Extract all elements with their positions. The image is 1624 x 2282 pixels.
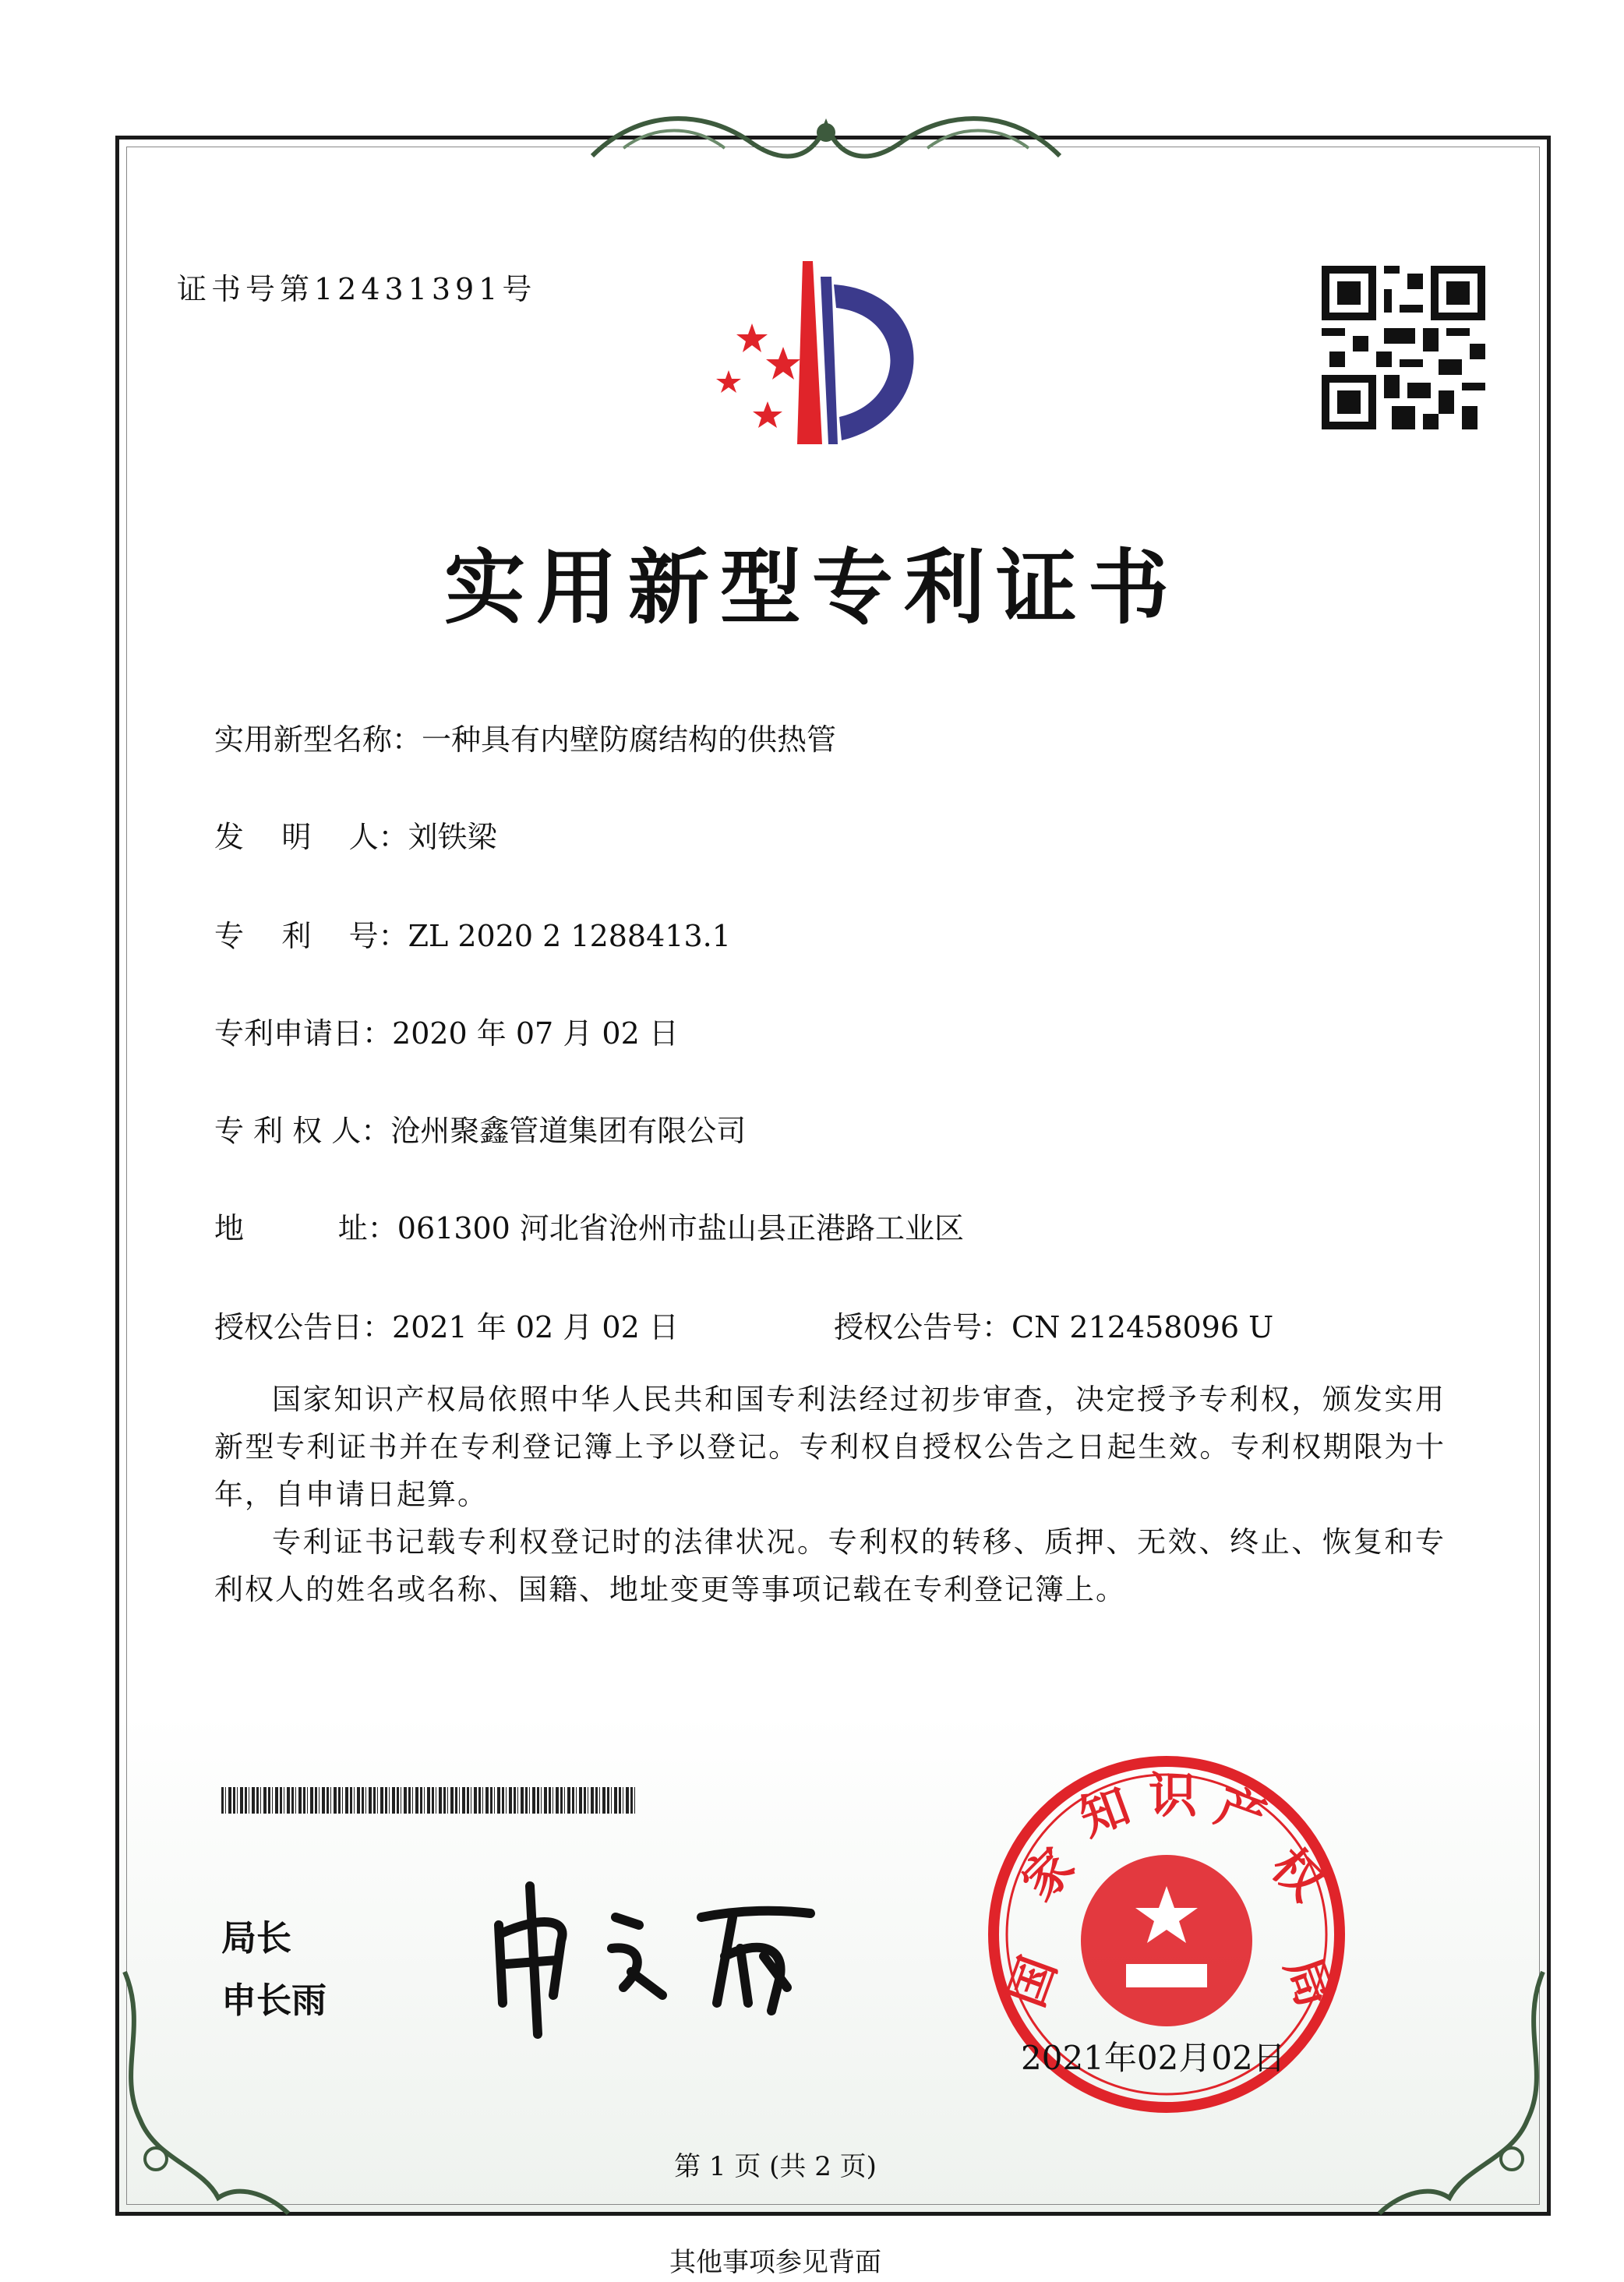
field-label: 发 明 人： bbox=[214, 820, 408, 854]
field-value: 沧州聚鑫管道集团有限公司 bbox=[390, 1114, 747, 1148]
field-value: 2020 年 07 月 02 日 bbox=[392, 1016, 679, 1051]
field-label: 地 址： bbox=[214, 1211, 397, 1245]
certificate-number: 证书号第12431391号 bbox=[177, 272, 537, 306]
svg-text:局: 局 bbox=[1274, 1949, 1345, 2015]
legal-text bbox=[214, 1376, 1446, 1613]
field-label: 授权公告号： bbox=[834, 1310, 1012, 1344]
field-value: CN 212458096 U bbox=[1011, 1310, 1274, 1344]
director-signature bbox=[483, 1870, 834, 2042]
page-number: 第 1 页 (共 2 页) bbox=[674, 2151, 877, 2182]
field-application-date bbox=[214, 1009, 679, 1052]
paragraph: 国家知识产权局依照中华人民共和国专利法经过初步审查，决定授予专利权，颁发实用新型专利证书并在专利登记簿上予以登记。专利权自授权公告之日起生效。专利权期限为十年，自申请日起算。 bbox=[214, 1383, 1446, 1511]
director-name: 申长雨 bbox=[221, 1980, 327, 2021]
field-value: 刘铁梁 bbox=[408, 820, 497, 854]
paragraph: 专利证书记载专利权登记时的法律状况。专利权的转移、质押、无效、终止、恢复和专利权人的姓名或名称、国籍、地址变更等事项记载在专利登记簿上。 bbox=[214, 1525, 1446, 1606]
svg-text:国: 国 bbox=[997, 1949, 1068, 2015]
svg-text:知: 知 bbox=[1072, 1776, 1138, 1847]
qr-code bbox=[1322, 266, 1485, 429]
back-note: 其他事项参见背面 bbox=[669, 2247, 881, 2278]
field-label: 专利申请日： bbox=[214, 1016, 393, 1051]
field-label: 实用新型名称： bbox=[214, 722, 422, 757]
field-value: 2021 年 02 月 02 日 bbox=[392, 1310, 679, 1344]
svg-text:产: 产 bbox=[1208, 1776, 1273, 1847]
field-value: 一种具有内壁防腐结构的供热管 bbox=[422, 722, 837, 757]
certificate-title: 实用新型专利证书 bbox=[443, 539, 1180, 635]
field-patent-number bbox=[214, 912, 731, 955]
field-address bbox=[214, 1204, 964, 1247]
field-value: 061300 河北省沧州市盐山县正港路工业区 bbox=[397, 1211, 964, 1245]
svg-text:识: 识 bbox=[1148, 1767, 1198, 1824]
field-label: 专 利 权 人： bbox=[214, 1114, 391, 1148]
field-label: 专 利 号： bbox=[214, 919, 408, 953]
field-grant-date bbox=[214, 1303, 679, 1346]
field-inventor bbox=[214, 813, 497, 856]
svg-text:家: 家 bbox=[1011, 1837, 1086, 1912]
field-value: ZL 2020 2 1288413.1 bbox=[408, 919, 731, 953]
field-announcement-number bbox=[834, 1303, 1273, 1346]
cnipa-logo bbox=[705, 261, 962, 452]
field-label: 授权公告日： bbox=[214, 1310, 393, 1344]
svg-text:权: 权 bbox=[1260, 1837, 1335, 1912]
barcode bbox=[221, 1787, 635, 1814]
ornament-top bbox=[577, 94, 1075, 179]
field-utility-model-name bbox=[214, 715, 836, 758]
director-title: 局长 bbox=[221, 1917, 292, 1959]
field-patentee bbox=[214, 1107, 746, 1150]
seal-date: 2021年02月02日 bbox=[1021, 2039, 1286, 2077]
